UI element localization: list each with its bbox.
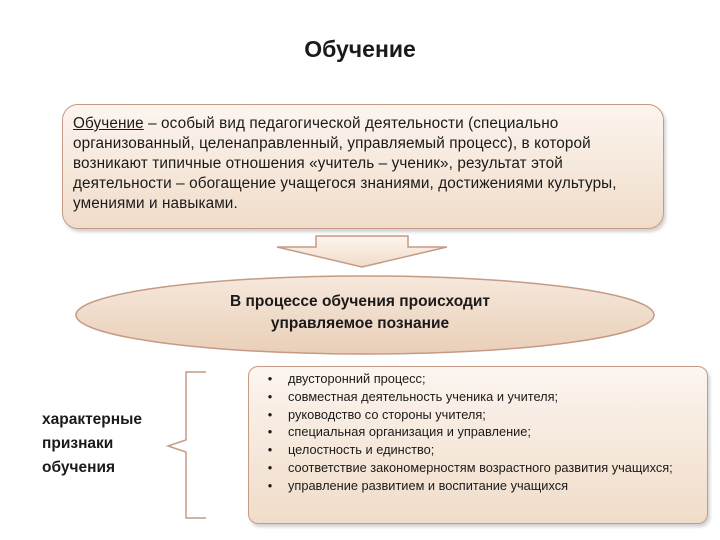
list-item [252,441,704,459]
list-item [252,423,704,441]
side-label-line-2: признаки [42,435,114,452]
list-item [252,406,704,424]
feature-text: управление развитием и воспитание учащихся [288,477,569,493]
ellipse-text [150,291,570,335]
bullet-icon: • [267,442,273,458]
bracket-icon [160,370,210,522]
down-arrow-icon [272,234,452,270]
side-label-line-1: характерные [42,411,142,428]
page-title: Обучение [304,36,416,62]
ellipse-line-1: В процессе обучения происходит [230,293,490,310]
list-item [252,459,704,477]
feature-text: соответствие закономерностям возрастного развития учащихся; [288,459,673,475]
side-label-line-3: обучения [42,459,116,476]
definition-term: Обучение [73,115,144,132]
bullet-icon: • [267,424,273,440]
features-list [252,370,704,495]
list-item [252,388,704,406]
bullet-icon: • [267,371,273,386]
definition-box [62,104,664,229]
bullet-icon: • [267,459,273,475]
feature-text: совместная деятельность ученика и учителя; [288,388,559,404]
bullet-icon: • [267,388,273,404]
list-item [252,370,704,388]
feature-text: целостность и единство; [288,442,435,458]
list-item [252,477,704,495]
feature-text: специальная организация и управление; [288,424,531,440]
definition-text: – особый вид педагогической деятельности (специально организованный, целенаправленный, управляемый процесс), в которой возникают типичные отношения «учитель – ученик», результат этой деятельности – обогащение учащегося знаниями, достижениями культуры, умениями и навыками. [73,115,617,212]
feature-text: двусторонний процесс; [288,371,426,386]
bullet-icon: • [267,406,273,422]
ellipse-line-2: управляемое познание [270,315,450,332]
bullet-icon: • [267,477,273,493]
side-label [42,408,172,480]
feature-text: руководство со стороны учителя; [288,406,486,422]
